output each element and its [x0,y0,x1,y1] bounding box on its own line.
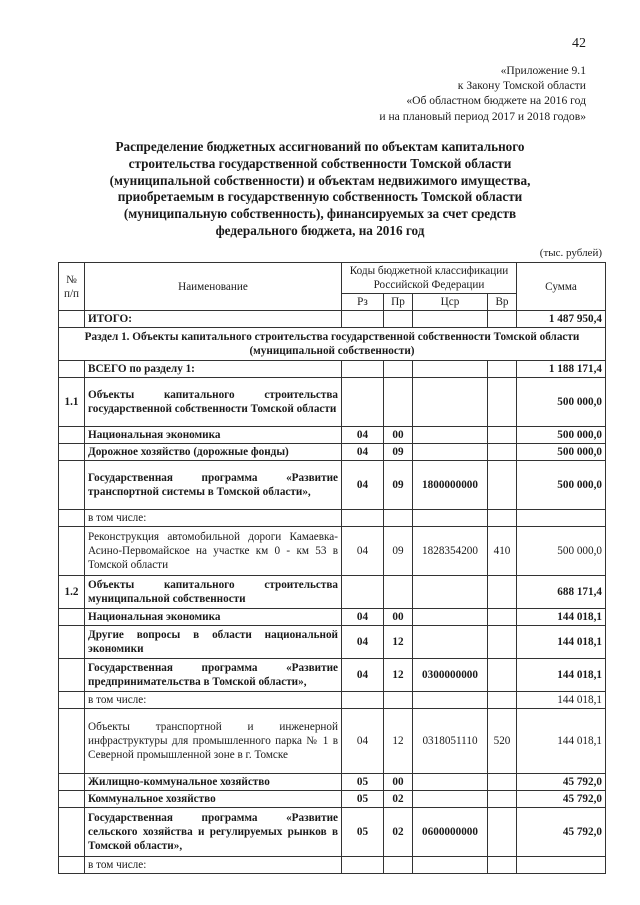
row-rz: 04 [342,427,384,444]
row-num [59,774,85,791]
section-row [59,328,606,361]
header-csr: Цср [413,294,488,311]
table-row [59,709,606,774]
row-num [59,857,85,874]
row-vr [488,311,517,328]
row-vr [488,461,517,510]
row-num: 1.1 [59,378,85,427]
row-csr [413,378,488,427]
row-vr [488,659,517,692]
row-pr [384,692,413,709]
row-vr [488,791,517,808]
header-codes: Коды бюджетной классификации Российской Федерации [342,263,517,294]
table-row [59,609,606,626]
row-name: Государственная программа «Развитие транспортной системы в Томской области», [85,461,342,510]
appendix-line: «Об областном бюджете на 2016 год [406,94,586,108]
title-line: Распределение бюджетных ассигнований по объектам капитального [115,139,525,154]
row-sum: 144 018,1 [517,709,606,774]
row-vr [488,692,517,709]
row-num [59,311,85,328]
row-csr [413,857,488,874]
row-vr [488,626,517,659]
title-line: (муниципальной собственности) и объектам недвижимого имущества, [109,172,531,188]
row-pr: 00 [384,609,413,626]
row-pr: 12 [384,709,413,774]
row-num [59,361,85,378]
row-sum: 144 018,1 [517,609,606,626]
row-name: в том числе: [85,692,342,709]
table-row [59,361,606,378]
row-sum: 688 171,4 [517,576,606,609]
budget-table [58,262,606,874]
row-pr: 09 [384,461,413,510]
row-rz: 04 [342,709,384,774]
row-pr [384,311,413,328]
row-name: в том числе: [85,857,342,874]
row-rz: 04 [342,626,384,659]
row-vr [488,609,517,626]
row-pr: 12 [384,626,413,659]
row-num [59,510,85,527]
row-csr [413,311,488,328]
row-csr [413,576,488,609]
row-sum: 45 792,0 [517,808,606,857]
header-vr: Вр [488,294,517,311]
row-csr [413,361,488,378]
row-csr [413,444,488,461]
row-csr [413,609,488,626]
row-csr: 1800000000 [413,461,488,510]
header-pr: Пр [384,294,413,311]
row-vr [488,576,517,609]
table-row [59,378,606,427]
row-rz [342,378,384,427]
table-row [59,461,606,510]
table-row [59,427,606,444]
document-title [60,139,580,240]
row-sum: 1 487 950,4 [517,311,606,328]
row-rz [342,576,384,609]
row-vr: 410 [488,527,517,576]
row-rz: 04 [342,527,384,576]
row-sum: 144 018,1 [517,626,606,659]
row-name: Дорожное хозяйство (дорожные фонды) [85,444,342,461]
row-num [59,527,85,576]
row-vr [488,427,517,444]
appendix-line: к Закону Томской области [457,79,586,93]
row-num [59,692,85,709]
row-pr [384,576,413,609]
row-csr: 0318051110 [413,709,488,774]
table-row [59,626,606,659]
table-row [59,774,606,791]
row-num [59,427,85,444]
row-rz: 05 [342,774,384,791]
row-vr [488,774,517,791]
row-rz [342,311,384,328]
row-num [59,791,85,808]
row-rz: 04 [342,444,384,461]
row-sum: 500 000,0 [517,378,606,427]
row-name: Объекты капитального строительства муниципальной собственности [85,576,342,609]
page-number: 42 [572,36,586,51]
row-name: ИТОГО: [85,311,342,328]
row-vr [488,378,517,427]
row-name: ВСЕГО по разделу 1: [85,361,342,378]
table-row [59,808,606,857]
row-name: в том числе: [85,510,342,527]
row-rz [342,692,384,709]
row-num [59,444,85,461]
row-vr [488,857,517,874]
row-csr [413,626,488,659]
header-num: № п/п [59,263,85,311]
title-line: (муниципальную собственность), финансируемых за счет средств [123,206,517,222]
row-pr: 00 [384,427,413,444]
row-sum [517,857,606,874]
row-pr [384,510,413,527]
row-csr [413,692,488,709]
row-vr [488,510,517,527]
row-pr: 02 [384,808,413,857]
table-row [59,791,606,808]
header-name: Наименование [85,263,342,311]
row-sum: 1 188 171,4 [517,361,606,378]
row-csr [413,427,488,444]
row-pr [384,857,413,874]
title-line: приобретаемым в государственную собственность Томской области [117,189,523,205]
row-name: Государственная программа «Развитие сельского хозяйства и регулируемых рынков в Томской области», [85,808,342,857]
row-rz [342,361,384,378]
row-rz: 05 [342,808,384,857]
row-num [59,709,85,774]
row-rz [342,857,384,874]
row-name: Национальная экономика [85,609,342,626]
row-pr [384,361,413,378]
title-line: строительства государственной собственности Томской области [128,155,512,171]
row-vr [488,361,517,378]
row-num [59,461,85,510]
row-pr: 00 [384,774,413,791]
row-vr [488,444,517,461]
row-rz: 04 [342,461,384,510]
row-pr: 02 [384,791,413,808]
row-sum [517,510,606,527]
appendix-line: и на плановый период 2017 и 2018 годов» [379,109,586,123]
row-name: Объекты капитального строительства государственной собственности Томской области [85,378,342,427]
row-pr [384,378,413,427]
appendix-line: «Приложение 9.1 [500,64,586,77]
row-csr: 1828354200 [413,527,488,576]
table-row [59,576,606,609]
row-name: Реконструкция автомобильной дороги Камаевка-Асино-Первомайское на участке км 0 - км 53 в Томской области [85,527,342,576]
row-sum: 500 000,0 [517,444,606,461]
row-sum: 45 792,0 [517,791,606,808]
section-title: Раздел 1. Объекты капитального строительства государственной собственности Томской области (муниципальной собственности) [59,328,606,361]
row-sum: 500 000,0 [517,427,606,444]
table-row [59,311,606,328]
table-row [59,857,606,874]
appendix-note [379,63,586,124]
row-sum: 500 000,0 [517,461,606,510]
row-sum: 144 018,1 [517,692,606,709]
row-num [59,659,85,692]
table-row [59,692,606,709]
row-sum: 500 000,0 [517,527,606,576]
row-csr [413,791,488,808]
row-sum: 144 018,1 [517,659,606,692]
row-name: Коммунальное хозяйство [85,791,342,808]
header-sum: Сумма [517,263,606,311]
row-name: Государственная программа «Развитие предпринимательства в Томской области», [85,659,342,692]
row-csr: 0300000000 [413,659,488,692]
row-rz: 04 [342,659,384,692]
table-row [59,444,606,461]
row-sum: 45 792,0 [517,774,606,791]
row-csr: 0600000000 [413,808,488,857]
row-csr [413,774,488,791]
row-pr: 12 [384,659,413,692]
row-csr [413,510,488,527]
row-name: Объекты транспортной и инженерной инфраструктуры для промышленного парка № 1 в Северной промышленной зоне в г. Томске [85,709,342,774]
row-rz: 04 [342,609,384,626]
row-pr: 09 [384,527,413,576]
units-label: (тыс. рублей) [539,247,602,259]
row-rz [342,510,384,527]
row-pr: 09 [384,444,413,461]
row-name: Другие вопросы в области национальной экономики [85,626,342,659]
table-row [59,510,606,527]
row-rz: 05 [342,791,384,808]
table-row [59,527,606,576]
row-num [59,609,85,626]
header-row [59,263,606,294]
title-line: федерального бюджета, на 2016 год [215,222,425,238]
header-rz: Рз [342,294,384,311]
row-num [59,626,85,659]
table-row [59,659,606,692]
row-name: Жилищно-коммунальное хозяйство [85,774,342,791]
row-name: Национальная экономика [85,427,342,444]
row-num: 1.2 [59,576,85,609]
row-vr [488,808,517,857]
row-vr: 520 [488,709,517,774]
row-num [59,808,85,857]
